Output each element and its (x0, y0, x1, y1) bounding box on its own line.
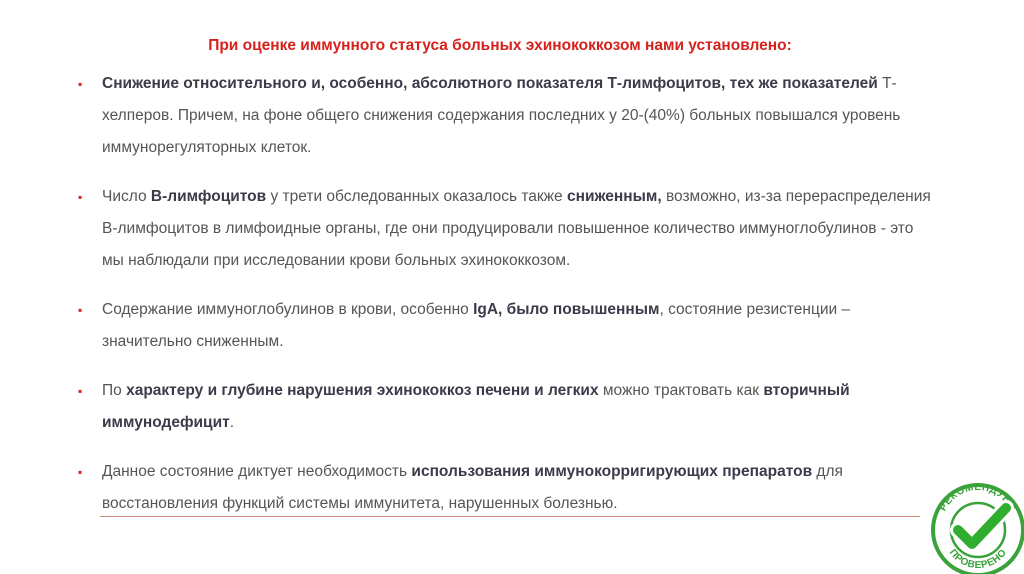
bullet-item (78, 375, 938, 439)
bullet-segment: По (102, 382, 127, 399)
bullet-segment: Т-хелперов. Причем, на фоне общего снижения содержания последних у 20-(40%) больных повышался уровень иммунорегуляторных клеток. (102, 75, 901, 156)
bullet-bold-segment: использования иммунокорригирующих препаратов (411, 463, 813, 480)
bullet-text (102, 188, 931, 269)
bullet-text (102, 75, 900, 156)
bullet-item (78, 181, 938, 277)
bullet-segment: Число (102, 188, 151, 205)
bullet-segment: у трети обследованных оказалось также (266, 188, 567, 205)
bullet-bold-segment: вторичный иммунодефицит (102, 382, 850, 431)
bullet-segment: можно трактовать как (598, 382, 764, 399)
bullet-text (102, 382, 850, 431)
bullet-bold-segment: IgA, было повышенным (473, 301, 660, 318)
bullet-text (102, 463, 843, 512)
bullet-segment: Данное состояние диктует необходимость (102, 463, 412, 480)
bullet-marker-icon: ▪ (78, 190, 83, 204)
bullet-segment: возможно, из-за перераспределения В-лимфоцитов в лимфоидные органы, где они продуцировали повышенное количество иммуноглобулинов - это мы наблюдали при исследовании крови больных эхинококкозом. (102, 188, 931, 269)
divider-line (100, 516, 920, 517)
bullet-segment: для восстановления функций системы иммунитета, нарушенных болезнью. (102, 463, 843, 512)
bullet-marker-icon: ▪ (78, 303, 83, 317)
bullet-marker-icon: ▪ (78, 465, 83, 479)
bullet-item (78, 456, 938, 520)
slide-title: При оценке иммунного статуса больных эхинококкозом нами установлено: (208, 37, 792, 54)
bullet-marker-icon: ▪ (78, 77, 83, 91)
bullet-bold-segment: характеру и глубине нарушения эхинококкоз печени и легких (126, 382, 599, 399)
bullet-bold-segment: В-лимфоцитов (150, 188, 267, 205)
stamp-bottom-text: ПРОВЕРЕНО (946, 547, 1010, 572)
bullet-marker-icon: ▪ (78, 384, 83, 398)
bullet-bold-segment: сниженным, (566, 188, 662, 205)
bullet-segment: . (229, 414, 235, 431)
bullet-item (78, 294, 938, 358)
bullet-list (78, 68, 938, 520)
bullet-item (78, 68, 938, 164)
recommended-verified-stamp-icon (928, 474, 1024, 574)
bullet-segment: Содержание иммуноглобулинов в крови, особенно (102, 301, 474, 318)
stamp-top-text: РЕКОМЕНДУЕМ (937, 481, 1019, 514)
bullet-segment: , состояние резистенции – значительно сниженным. (102, 301, 851, 350)
bullet-bold-segment: Снижение относительного и, особенно, абсолютного показателя Т-лимфоцитов, тех же показателей (102, 75, 878, 92)
bullet-text (102, 301, 850, 350)
